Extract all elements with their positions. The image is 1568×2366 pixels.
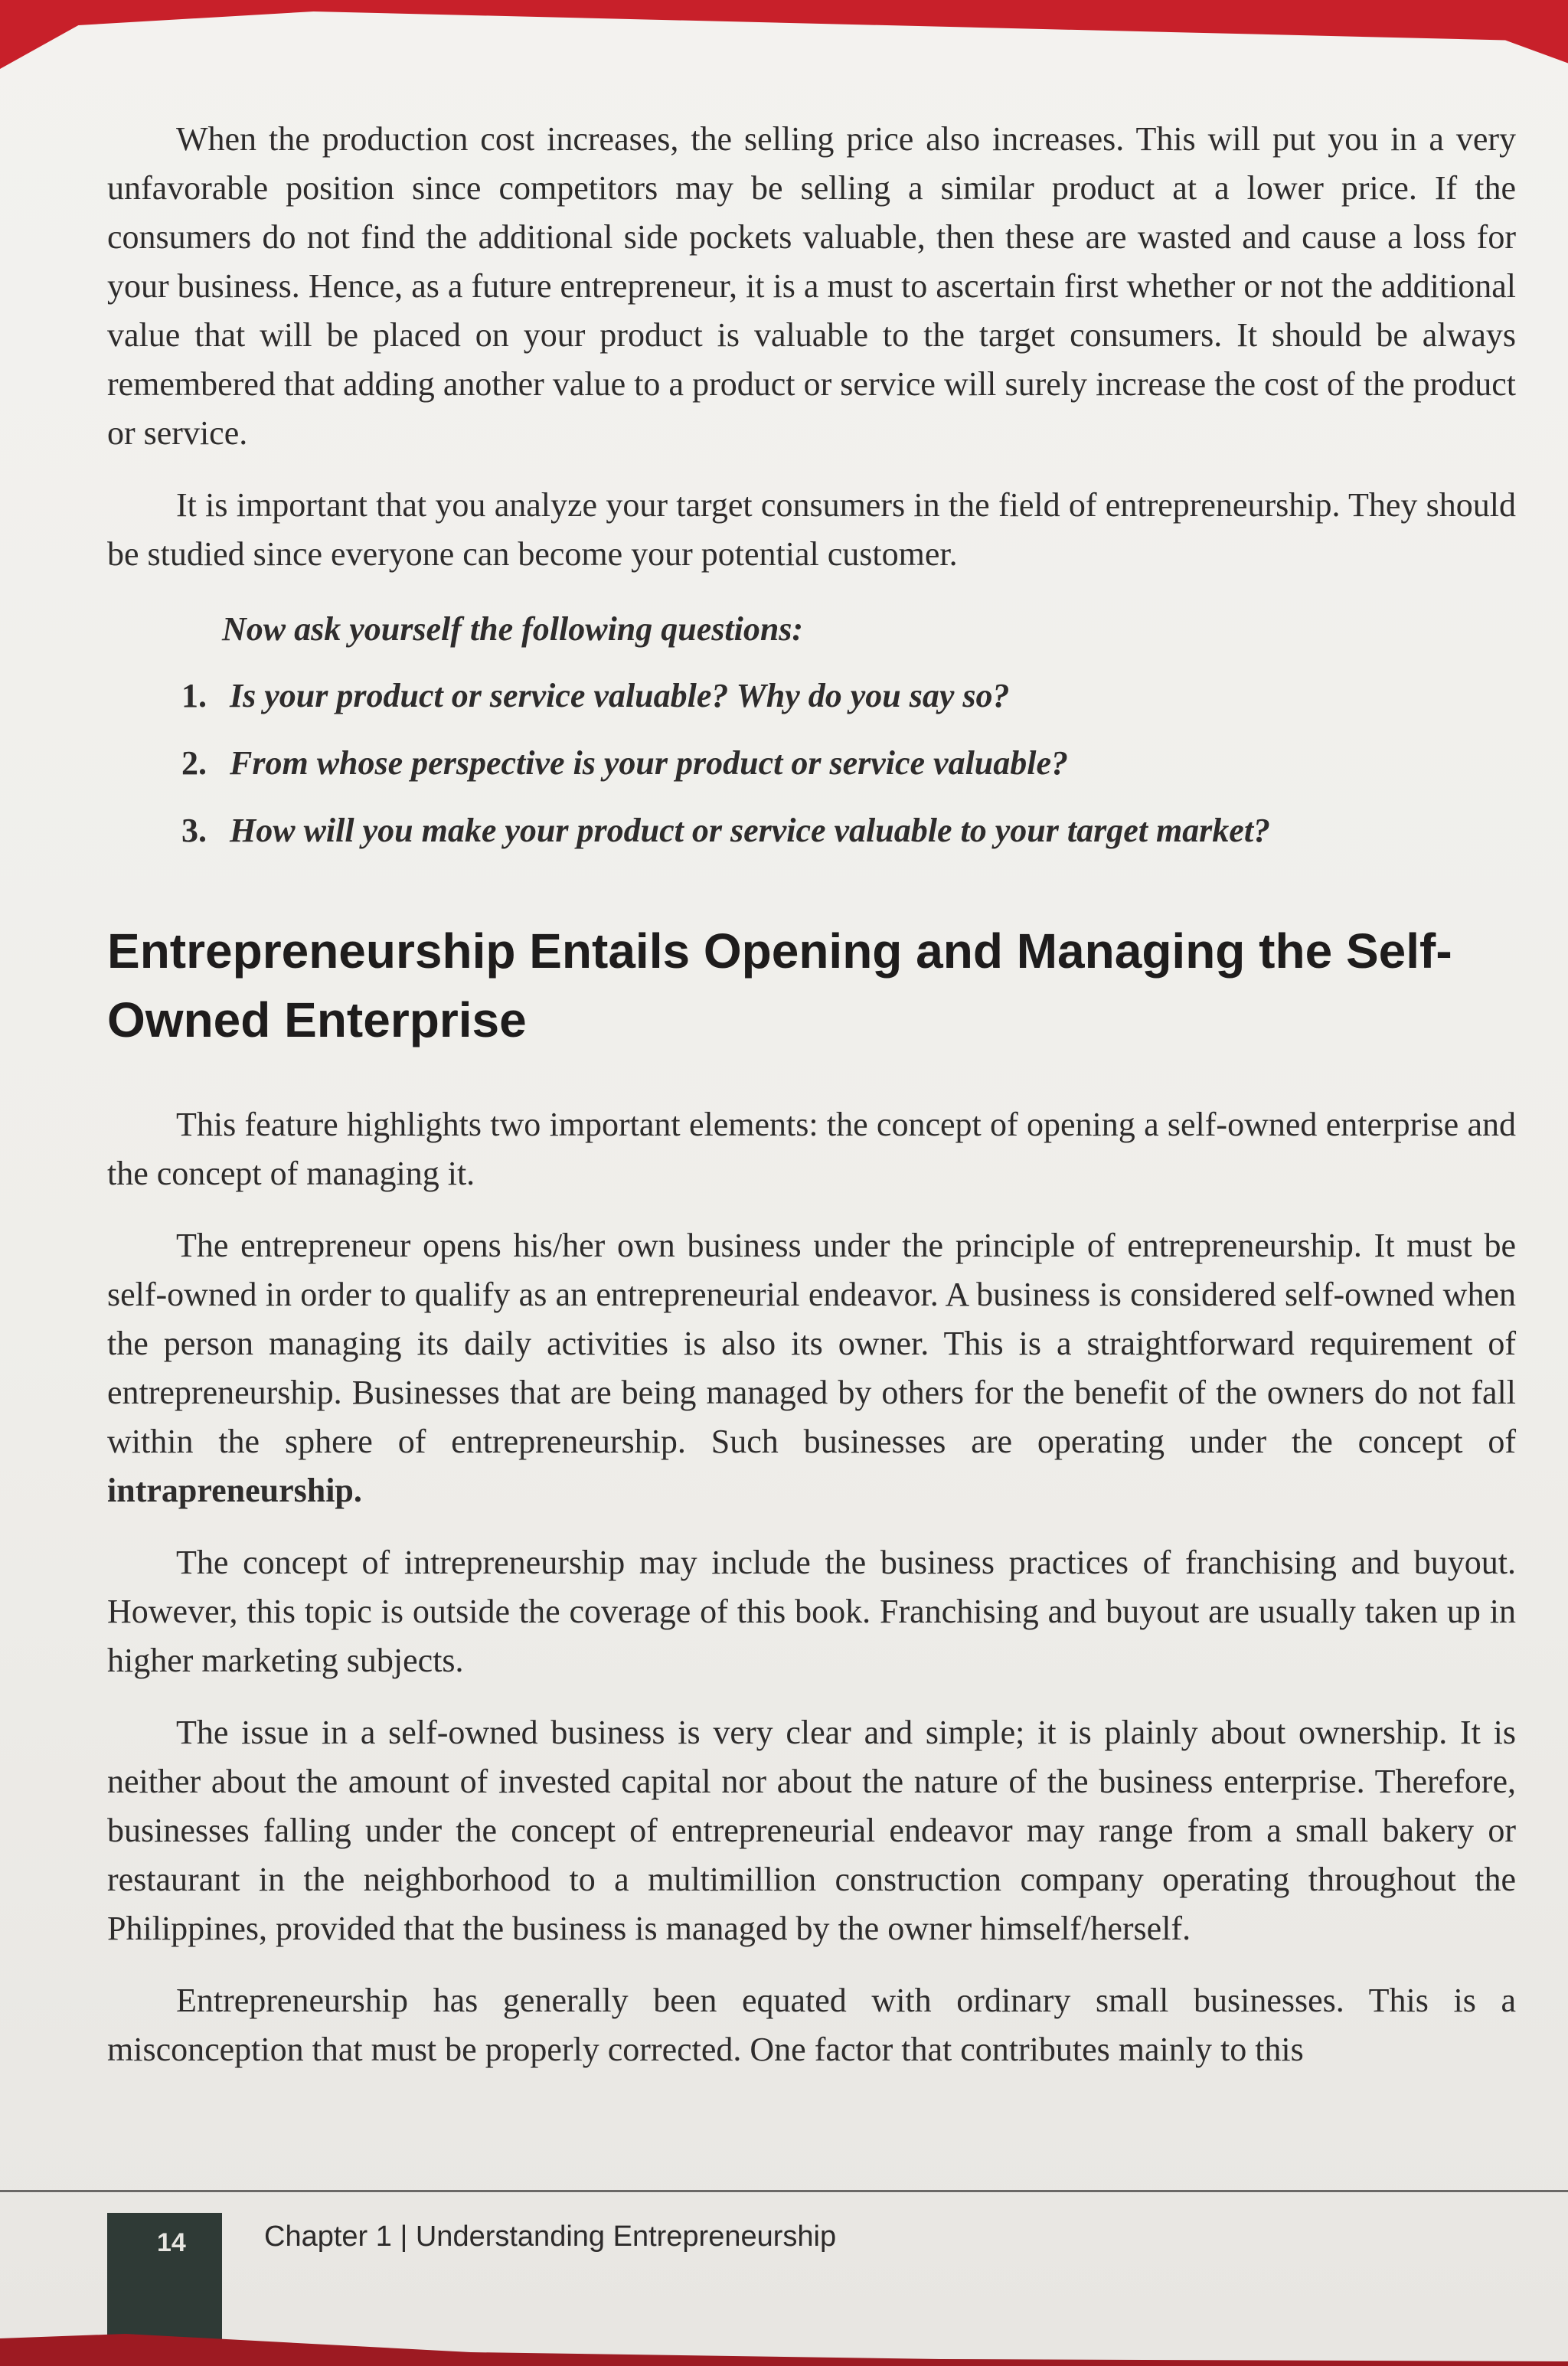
footer-divider [0, 2190, 1568, 2192]
paragraph-feature-highlights: This feature highlights two important elements: the concept of opening a self-owned enterprise and the concept of managing it. [107, 1106, 1516, 1192]
question-number: 2. [181, 744, 207, 782]
questions-intro: Now ask yourself the following questions: [222, 610, 804, 648]
paragraph-ownership: The issue in a self-owned business is very clear and simple; it is plainly about ownership. It is neither about the amount of invested capital nor about the nature of the business enterprise. Therefore, businesses falling under the concept of entrepreneurial endeavor may range from a small bakery or restaurant in the neighborhood to a multimillion construction company operating throughout the Philippines, provided that the business is managed by the owner himself/herself. [107, 1714, 1516, 1947]
chapter-label: Chapter 1 | Understanding Entrepreneurship [264, 2221, 837, 2253]
question-item [107, 672, 1516, 721]
question-item [107, 806, 1516, 855]
section-heading: Entrepreneurship Entails Opening and Managing the Self-Owned Enterprise [107, 923, 1452, 1047]
question-list [107, 672, 1516, 855]
page-content [107, 115, 1516, 2097]
paragraph-self-owned-text: The entrepreneur opens his/her own business under the principle of entrepreneurship. It must be self-owned in order to qualify as an entrepreneurial endeavor. A business is considered self-owned when the person managing its daily activities is also its owner. This is a straightforward requirement of entrepreneurship. Businesses that are being managed by others for the benefit of the owners do not fall within the sphere of entrepreneurship. Such businesses are operating under the concept of [107, 1227, 1516, 1460]
intrapreneurship-term: intrapreneurship. [107, 1472, 362, 1509]
page-footer [0, 2190, 1568, 2366]
page-number: 14 [157, 2228, 186, 2257]
question-text: How will you make your product or service valuable to your target market? [230, 812, 1271, 849]
question-text: From whose perspective is your product or service valuable? [230, 744, 1069, 782]
question-number: 3. [181, 812, 207, 849]
question-text: Is your product or service valuable? Why do you say so? [230, 677, 1010, 714]
page-corner-decoration [0, 0, 1568, 115]
paragraph-self-owned [107, 1221, 1516, 1515]
paragraph-misconception: Entrepreneurship has generally been equated with ordinary small businesses. This is a misconception that must be properly corrected. One factor that contributes mainly to this [107, 1982, 1516, 2068]
paragraph-franchising: The concept of intrepreneurship may include the business practices of franchising and buyout. However, this topic is outside the coverage of this book. Franchising and buyout are usually taken up in higher marketing subjects. [107, 1544, 1516, 1679]
question-item [107, 739, 1516, 788]
paragraph-target-consumers: It is important that you analyze your target consumers in the field of entrepreneurship. They should be studied since everyone can become your potential customer. [107, 486, 1516, 573]
question-number: 1. [181, 677, 207, 714]
paragraph-production-cost: When the production cost increases, the selling price also increases. This will put you in a very unfavorable position since competitors may be selling a similar product at a lower price. If the consumers do not find the additional side pockets valuable, then these are wasted and cause a loss for your business. Hence, as a future entrepreneur, it is a must to ascertain first whether or not the additional value that will be placed on your product is valuable to the target consumers. It should be always remembered that adding another value to a product or service will surely increase the cost of the product or service. [107, 120, 1516, 452]
